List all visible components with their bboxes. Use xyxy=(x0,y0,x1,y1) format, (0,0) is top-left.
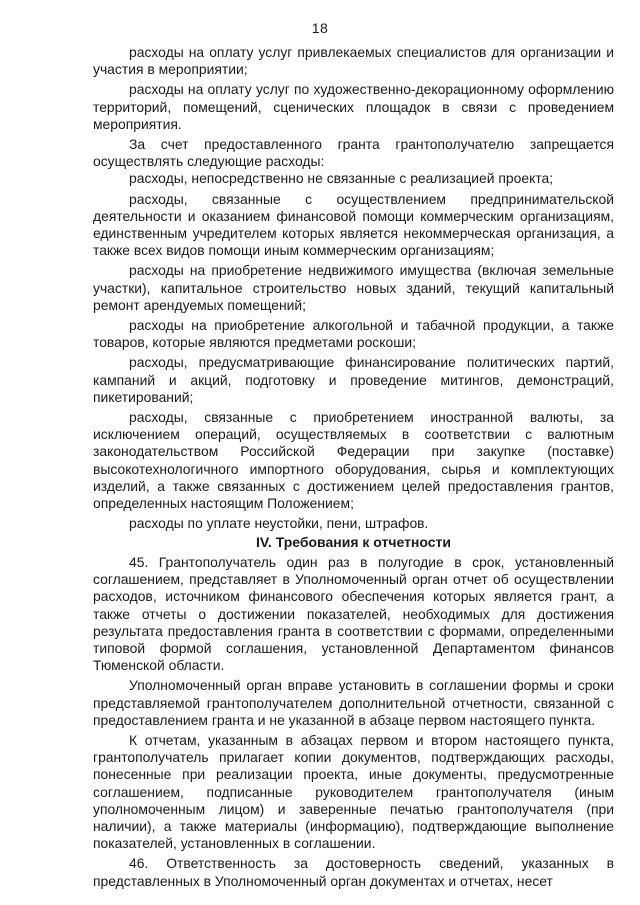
paragraph-specialists-expenses: расходы на оплату услуг привлекаемых специалистов для организации и участия в мероприятии; xyxy=(93,44,614,78)
paragraph-commercial-expenses: расходы, связанные с осуществлением предпринимательской деятельности и оказанием финансовой помощи коммерческим организациям, единственным учредителем которых является некоммерческая организация, а также всех видов помощи иным коммерческим организациям; xyxy=(93,190,614,259)
paragraph-real-estate-expenses: расходы на приобретение недвижимого имущества (включая земельные участки), капитальное строительство новых зданий, текущий капитальный ремонт арендуемых помещений; xyxy=(93,262,614,313)
paragraph-alcohol-tobacco-expenses: расходы на приобретение алкогольной и табачной продукции, а также товаров, которые являются предметами роскоши; xyxy=(93,317,614,351)
paragraph-political-expenses: расходы, предусматривающие финансирование политических партий, кампаний и акций, подготовку и проведение митингов, демонстраций, пикетирований; xyxy=(93,354,614,405)
paragraph-additional-reporting: Уполномоченный орган вправе установить в соглашении формы и сроки представляемой грантополучателем дополнительной отчетности, связанной с предоставлением гранта и не указанной в абзаце первом настоящего пункта. xyxy=(93,677,614,728)
page-number: 18 xyxy=(311,20,329,36)
paragraph-clause-46: 46. Ответственность за достоверность сведений, указанных в представленных в Уполномоченный орган документах и отчетах, несет xyxy=(93,855,614,889)
paragraph-report-attachments: К отчетам, указанным в абзацах первом и втором настоящего пункта, грантополучатель прилагает копии документов, подтверждающих расходы, понесенные при реализации проекта, иные документы, предусмотренные соглашением, подписанные руководителем грантополучателя (иным уполномоченным лицом) и заверенные печатью грантополучателя (при наличии), а также материалы (информацию), подтверждающие выполнение показателей, установленных в соглашении. xyxy=(93,732,614,852)
paragraph-prohibited-expenses-intro: За счет предоставленного гранта грантополучателю запрещается осуществлять следующие расходы: xyxy=(93,136,614,170)
paragraph-clause-45: 45. Грантополучатель один раз в полугодие в срок, установленный соглашением, представляет в Уполномоченный орган отчет об осуществлении расходов, источником финансового обеспечения которых является грант, а также отчеты о достижении показателей, необходимых для достижения результата предоставления гранта в соответствии с формами, определенными типовой формой соглашения, установленной Департаментом финансов Тюменской области. xyxy=(93,553,614,674)
paragraph-unrelated-expenses: расходы, непосредственно не связанные с реализацией проекта; xyxy=(129,170,554,187)
section-heading: IV. Требования к отчетности xyxy=(255,534,452,551)
paragraph-currency-expenses: расходы, связанные с приобретением иностранной валюты, за исключением операций, осуществляемых в соответствии с валютным законодательством Российской Федерации при закупке (поставке) высокотехнологичного импортного оборудования, сырья и комплектующих изделий, а также связанных с достижением целей предоставления грантов, определенных настоящим Положением; xyxy=(93,409,614,512)
document-body xyxy=(93,44,614,890)
paragraph-decoration-expenses: расходы на оплату услуг по художественно-декорационному оформлению территорий, помещений, сценических площадок в связи с проведением мероприятия. xyxy=(93,81,614,132)
paragraph-penalties-expenses: расходы по уплате неустойки, пени, штрафов. xyxy=(129,515,429,532)
